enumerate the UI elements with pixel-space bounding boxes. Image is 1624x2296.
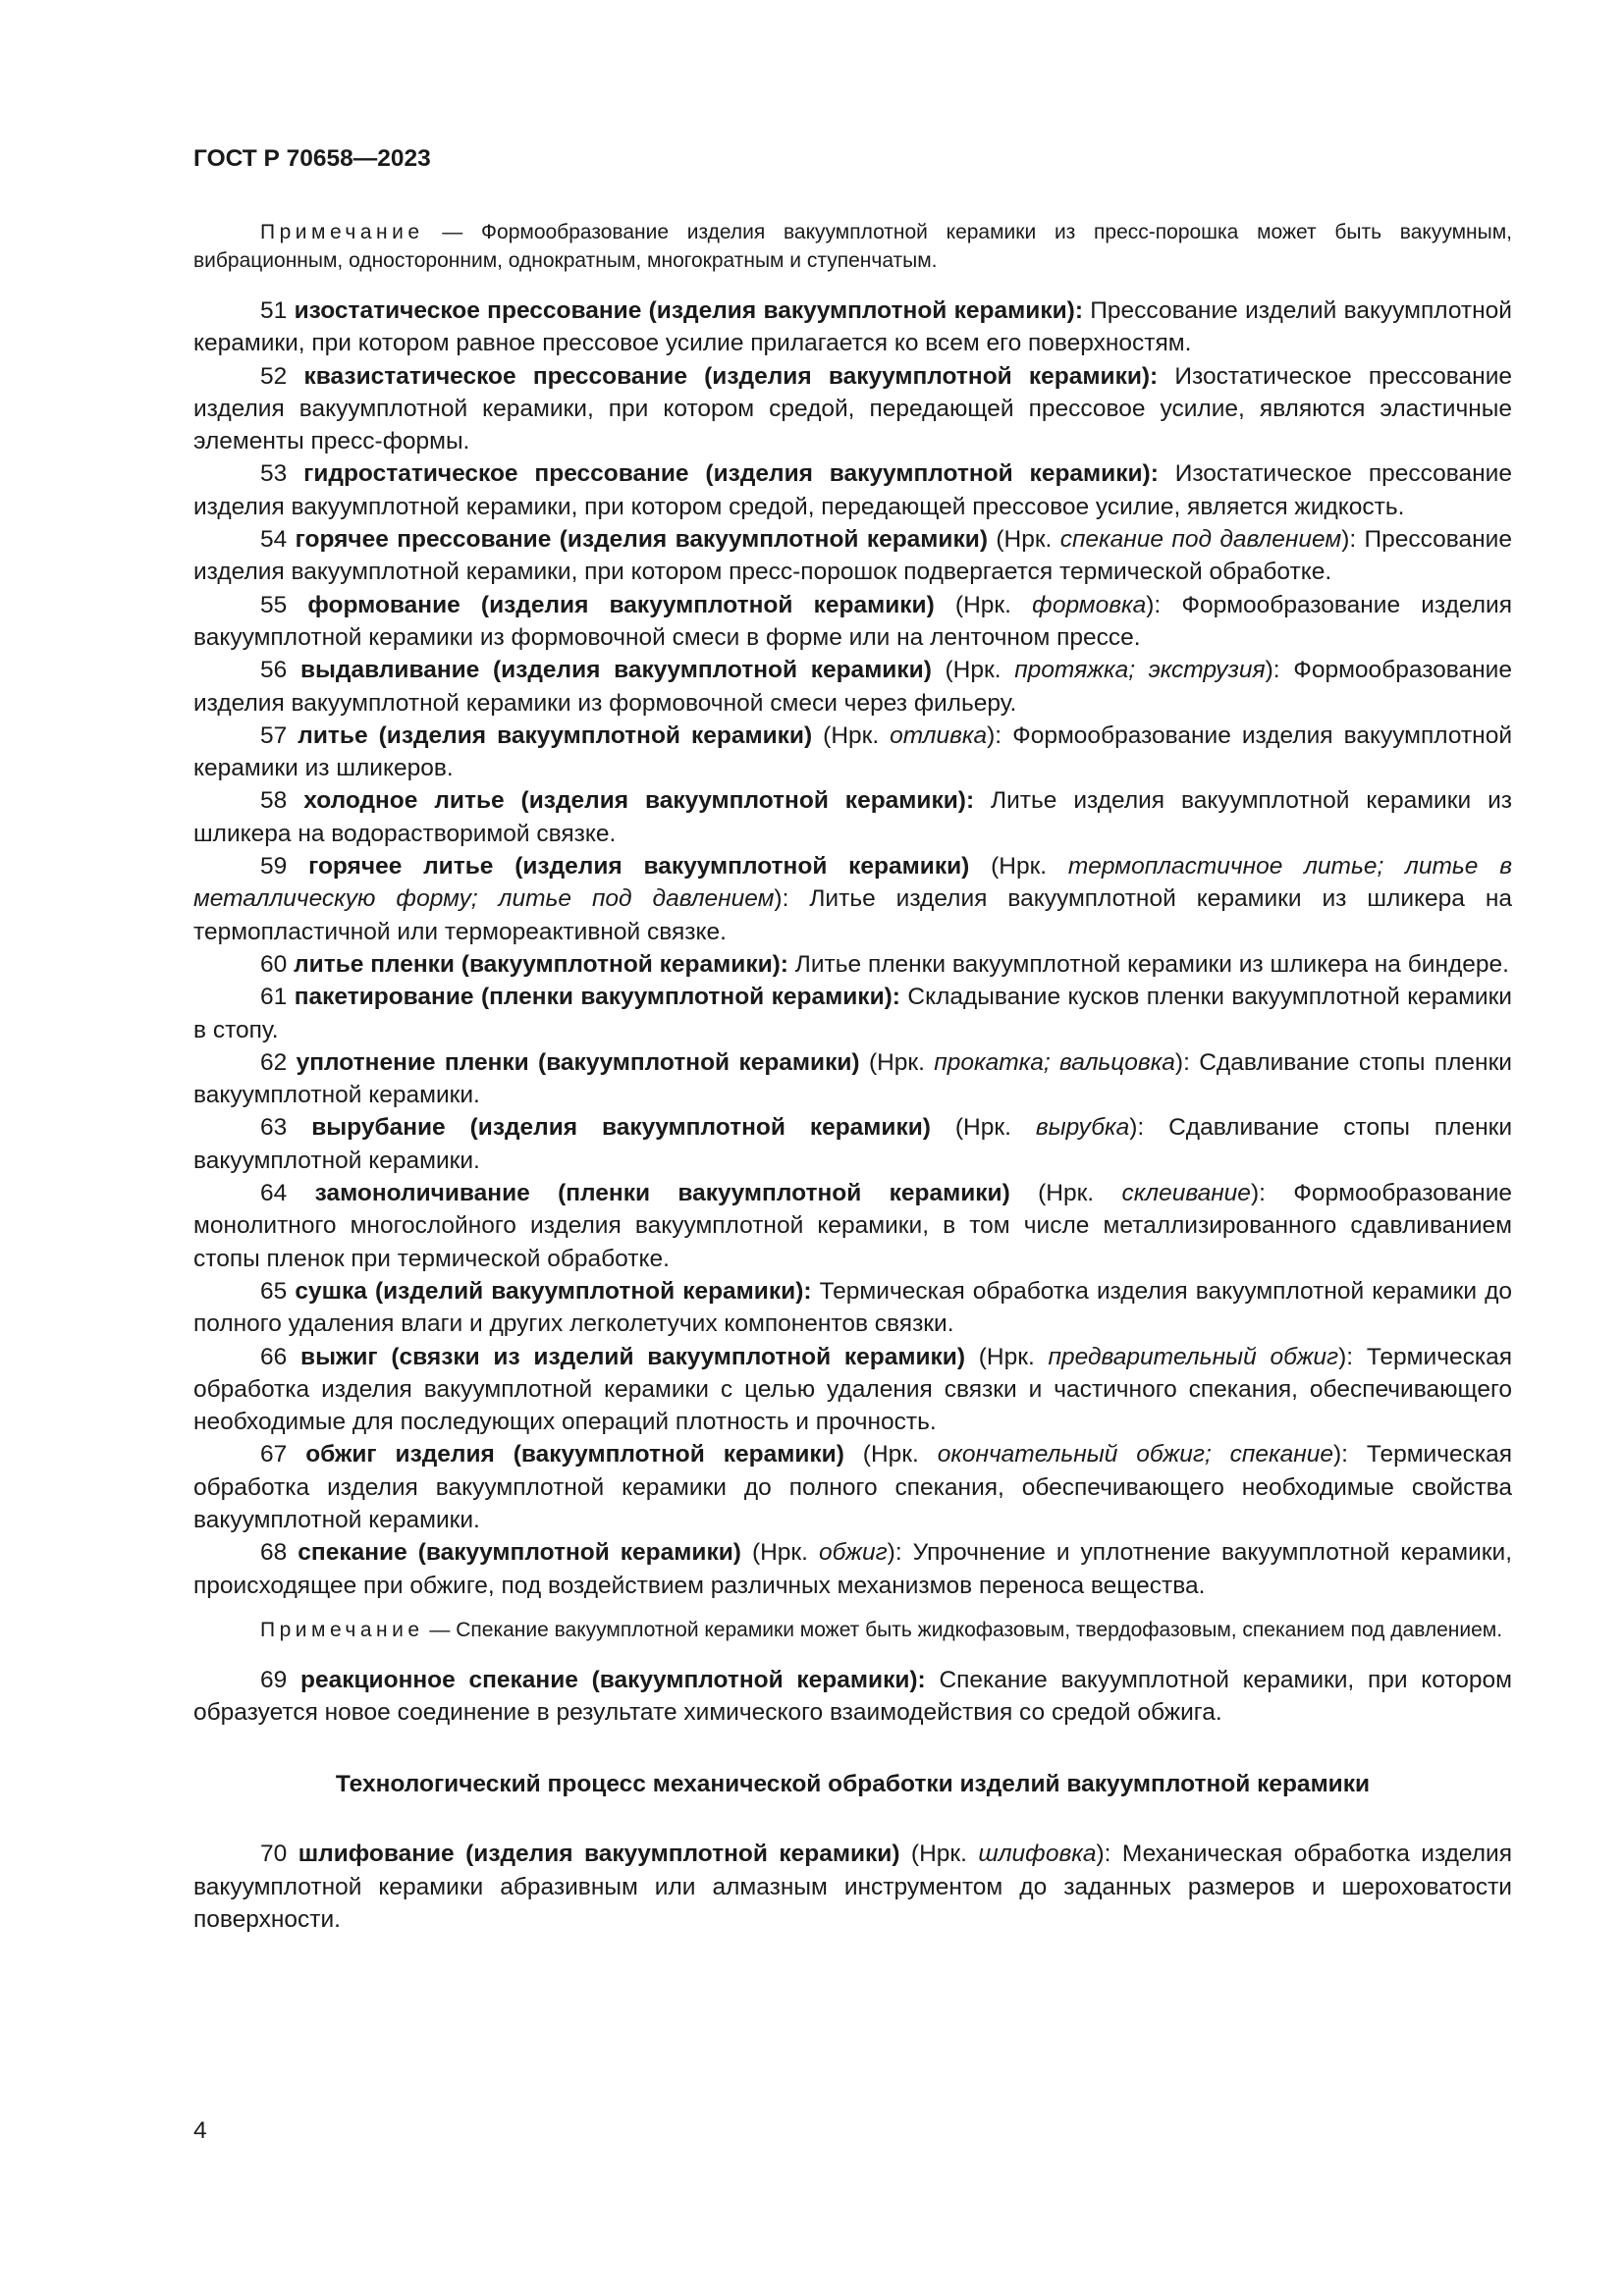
term-number: 57 <box>260 721 288 749</box>
term-nrk: отливка <box>890 721 988 749</box>
term-number: 68 <box>260 1539 288 1567</box>
note-text: — Спекание вакуумплотной керамики может быть жидкофазовым, твердофазовым, спеканием под давлением. <box>423 1618 1503 1641</box>
term-nrk-prefix: (Нрк. <box>987 526 1060 554</box>
term-number: 52 <box>260 362 288 390</box>
term-definition: Спекание вакуумплотной керамики, при котором образуется новое соединение в результате химического взаимодействия со средой обжига. <box>193 1666 1513 1727</box>
term-entry <box>193 523 1512 589</box>
term-definition: ): Формообразование изделия вакуумплотной керамики из формовочной смеси в форме или на ленточном прессе. <box>193 591 1512 651</box>
term-entry <box>193 589 1512 655</box>
note-label: Примечание <box>260 1618 424 1641</box>
term-entry <box>193 1111 1512 1177</box>
term-nrk-prefix: (Нрк. <box>965 1343 1049 1370</box>
term-nrk-prefix: (Нрк. <box>812 721 891 749</box>
term-definition: Литье изделия вакуумплотной керамики из шликера на водорастворимой связке. <box>193 787 1512 847</box>
term-definition: Прессование изделий вакуумплотной керамики, при котором равное прессовое усилие прилагается ко всем его поверхностям. <box>193 297 1512 357</box>
term-title: квазистатическое прессование (изделия вакуумплотной керамики): <box>303 362 1159 390</box>
term-definition: ): Сдавливание стопы пленки вакуумплотной керамики. <box>193 1114 1512 1174</box>
term-nrk: формовка <box>1032 591 1147 618</box>
term-nrk: прокатка; вальцовка <box>934 1048 1175 1076</box>
term-nrk: обжиг <box>818 1539 888 1567</box>
term-nrk: склеивание <box>1121 1180 1251 1207</box>
term-nrk-prefix: (Нрк. <box>930 1114 1036 1142</box>
term-nrk: окончательный обжиг; спекание <box>937 1441 1333 1468</box>
term-number: 51 <box>260 297 288 324</box>
note-label: Примечание <box>260 221 424 243</box>
term-nrk-prefix: (Нрк. <box>843 1441 938 1468</box>
term-nrk: термопластичное литье; литье в металлическую форму; литье под давлением <box>193 853 1512 913</box>
note-text: — Формообразование изделия вакуумплотной керамики из пресс-порошка может быть вакуумным, вибрационным, односторонним, однократным, многократным и ступенчатым. <box>193 221 1512 272</box>
term-definition: ): Прессование изделия вакуумплотной керамики, при котором пресс-порошок подвергается термической обработке. <box>193 526 1512 586</box>
term-definition: ): Формообразование монолитного многослойного изделия вакуумплотной керамики, в том числе металлизированного сдавливанием стопы пленок при термической обработке. <box>193 1180 1513 1272</box>
term-definition: ): Термическая обработка изделия вакуумплотной керамики до полного спекания, обеспечивающего необходимые свойства вакуумплотной керамики. <box>193 1441 1513 1533</box>
term-title: реакционное спекание (вакуумплотной керамики): <box>300 1666 926 1693</box>
term-number: 58 <box>260 787 288 815</box>
term-number: 61 <box>260 984 288 1011</box>
term-definition: ): Упрочнение и уплотнение вакуумплотной керамики, происходящее при обжиге, под воздействием различных механизмов переноса вещества. <box>193 1539 1512 1599</box>
term-title: горячее прессование (изделия вакуумплотной керамики) <box>295 526 988 554</box>
term-definition: Изостатическое прессование изделия вакуумплотной керамики, при котором средой, передающей прессовое усилие, является жидкость. <box>193 460 1512 520</box>
term-title: горячее литье (изделия вакуумплотной керамики) <box>308 853 970 881</box>
term-number: 55 <box>260 591 288 618</box>
term-title: спекание (вакуумплотной керамики) <box>298 1539 741 1567</box>
term-definition: ): Формообразование изделия вакуумплотной керамики из формовочной смеси через фильеру. <box>193 657 1512 717</box>
term-title: формование (изделия вакуумплотной керамики) <box>307 591 935 618</box>
note-paragraph <box>193 218 1512 275</box>
term-number: 69 <box>260 1666 288 1693</box>
term-entry <box>193 1275 1512 1341</box>
term-entry <box>193 1341 1512 1439</box>
term-definition: Термическая обработка изделия вакуумплотной керамики до полного удаления влаги и других легколетучих компонентов связки. <box>193 1277 1513 1338</box>
term-entry <box>193 948 1512 981</box>
term-nrk-prefix: (Нрк. <box>969 853 1068 881</box>
term-title: холодное литье (изделия вакуумплотной керамики): <box>303 787 975 815</box>
term-definition: ): Механическая обработка изделия вакуумплотной керамики абразивным или алмазным инструментом до заданных размеров и шероховатости поверхности. <box>193 1841 1512 1934</box>
term-nrk-prefix: (Нрк. <box>1009 1180 1122 1207</box>
term-nrk: протяжка; экструзия <box>1014 657 1266 684</box>
term-title: вырубание (изделия вакуумплотной керамики) <box>311 1114 931 1142</box>
term-number: 70 <box>260 1841 288 1868</box>
term-number: 54 <box>260 526 288 554</box>
term-entry <box>193 1438 1512 1536</box>
term-nrk-prefix: (Нрк. <box>934 591 1033 618</box>
term-number: 56 <box>260 657 288 684</box>
term-nrk: вырубка <box>1035 1114 1130 1142</box>
term-definition: ): Литье изделия вакуумплотной керамики из шликера на термопластичной или термореактивной связке. <box>193 885 1512 945</box>
term-entry <box>193 360 1512 458</box>
term-title: пакетирование (пленки вакуумплотной керамики): <box>294 984 900 1011</box>
term-number: 67 <box>260 1441 288 1468</box>
term-title: выдавливание (изделия вакуумплотной керамики) <box>299 657 932 684</box>
page-number: 4 <box>193 2117 207 2144</box>
term-number: 59 <box>260 853 288 881</box>
term-entry <box>193 981 1512 1046</box>
term-title: замоноличивание (пленки вакуумплотной керамики) <box>314 1180 1010 1207</box>
term-definition: ): Сдавливание стопы пленки вакуумплотной керамики. <box>193 1048 1512 1109</box>
term-nrk-prefix: (Нрк. <box>859 1048 935 1076</box>
term-title: сушка (изделий вакуумплотной керамики): <box>295 1277 812 1305</box>
term-number: 53 <box>260 460 288 488</box>
term-entry <box>193 1046 1512 1112</box>
term-entry <box>193 720 1512 785</box>
term-entry <box>193 850 1512 948</box>
term-title: уплотнение пленки (вакуумплотной керамики) <box>296 1048 860 1076</box>
term-number: 65 <box>260 1277 288 1305</box>
term-nrk-prefix: (Нрк. <box>931 657 1015 684</box>
term-entry <box>193 784 1512 850</box>
term-definition: ): Формообразование изделия вакуумплотной керамики из шликеров. <box>193 721 1512 782</box>
document-header: ГОСТ Р 70658—2023 <box>193 145 431 172</box>
term-number: 64 <box>260 1180 288 1207</box>
term-title: литье пленки (вакуумплотной керамики): <box>294 950 788 978</box>
term-entry <box>193 294 1512 360</box>
term-nrk: предварительный обжиг <box>1048 1343 1339 1370</box>
term-definition: ): Термическая обработка изделия вакуумплотной керамики с целью удаления связки и частичного спекания, обеспечивающего необходимые для последующих операций плотность и прочность. <box>193 1343 1513 1436</box>
term-number: 63 <box>260 1114 288 1142</box>
term-number: 66 <box>260 1343 288 1370</box>
term-definition: Складывание кусков пленки вакуумплотной керамики в стопу. <box>193 984 1512 1043</box>
term-entry <box>193 1664 1512 1730</box>
term-nrk-prefix: (Нрк. <box>899 1841 979 1868</box>
term-nrk-prefix: (Нрк. <box>740 1539 819 1567</box>
term-entry <box>193 1177 1512 1275</box>
term-nrk: спекание под давлением <box>1059 526 1342 554</box>
term-nrk: шлифовка <box>978 1841 1097 1868</box>
term-entry <box>193 654 1512 720</box>
document-body <box>193 218 1512 1936</box>
note-paragraph <box>193 1616 1512 1644</box>
term-title: гидростатическое прессование (изделия вакуумплотной керамики): <box>303 460 1159 488</box>
section-title: Технологический процесс механической обработки изделий вакуумплотной керамики <box>335 1771 1371 1798</box>
term-number: 60 <box>260 950 288 978</box>
term-definition: Изостатическое прессование изделия вакуумплотной керамики, при котором средой, передающей прессовое усилие, являются эластичные элементы пресс-формы. <box>193 362 1513 455</box>
term-title: литье (изделия вакуумплотной керамики) <box>298 721 813 749</box>
term-entry <box>193 1536 1512 1602</box>
term-entry <box>193 457 1512 523</box>
term-title: обжиг изделия (вакуумплотной керамики) <box>305 1441 844 1468</box>
term-title: шлифование (изделия вакуумплотной керамики) <box>298 1841 900 1868</box>
term-title: выжиг (связки из изделий вакуумплотной керамики) <box>300 1343 966 1370</box>
term-number: 62 <box>260 1048 288 1076</box>
terms-list <box>193 294 1512 1602</box>
term-entry <box>193 1838 1512 1936</box>
term-definition: Литье пленки вакуумплотной керамики из шликера на биндере. <box>787 950 1509 978</box>
term-title: изостатическое прессование (изделия вакуумплотной керамики): <box>294 297 1083 324</box>
